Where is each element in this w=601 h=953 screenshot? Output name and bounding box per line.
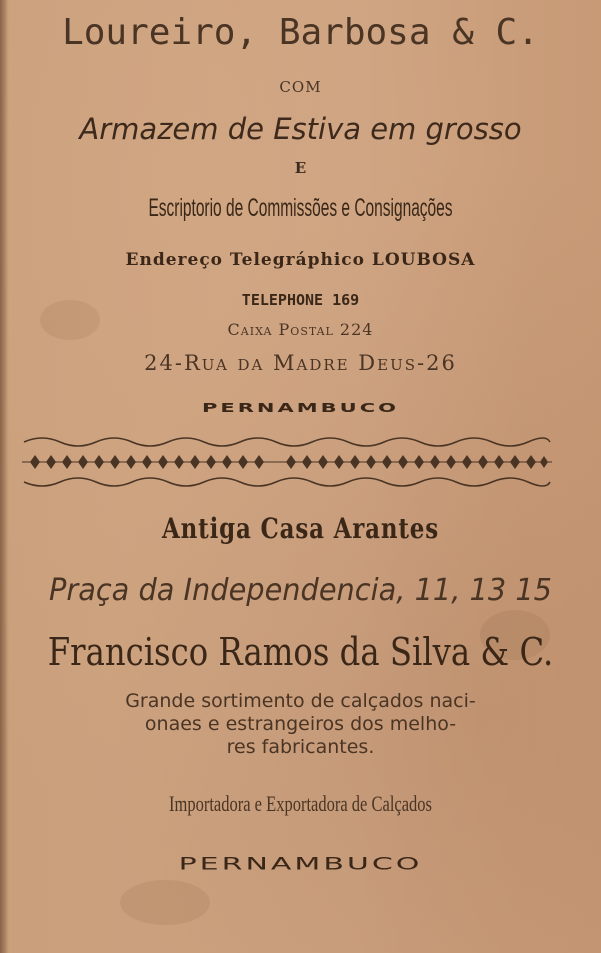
shop-name: Antiga Casa Arantes <box>162 512 439 545</box>
ornamental-divider <box>22 432 552 492</box>
city-name-1: PERNAMBUCO <box>202 400 399 416</box>
e-label: E <box>294 159 307 177</box>
street-address: 24-Rua da Madre Deus-26 <box>144 351 457 375</box>
trade-line: Importadora e Exportadora de Calçados <box>169 791 432 816</box>
business-line-1: Armazem de Estiva em grosso <box>79 112 522 146</box>
description-line: res fabricantes. <box>226 736 375 758</box>
description-line: Grande sortimento de calçados naci- <box>125 690 476 712</box>
description-line: onaes e estrangeiros dos melho- <box>144 713 457 735</box>
telegraph-address: Endereço Telegráphico LOUBOSA <box>125 250 476 270</box>
paper-stain <box>120 880 210 925</box>
description-paragraph <box>0 690 601 759</box>
com-label: COM <box>279 78 322 96</box>
owner-name: Francisco Ramos da Silva & C. <box>47 630 554 674</box>
shop-address: Praça da Independencia, 11, 13 15 <box>48 573 553 608</box>
telephone: TELEPHONE 169 <box>241 291 360 309</box>
business-line-2: Escriptorio de Commissões e Consignações <box>148 194 453 222</box>
po-box: Caixa Postal 224 <box>227 320 374 339</box>
city-name-2: PERNAMBUCO <box>178 854 423 875</box>
company-name: Loureiro, Barbosa & C. <box>62 12 539 53</box>
